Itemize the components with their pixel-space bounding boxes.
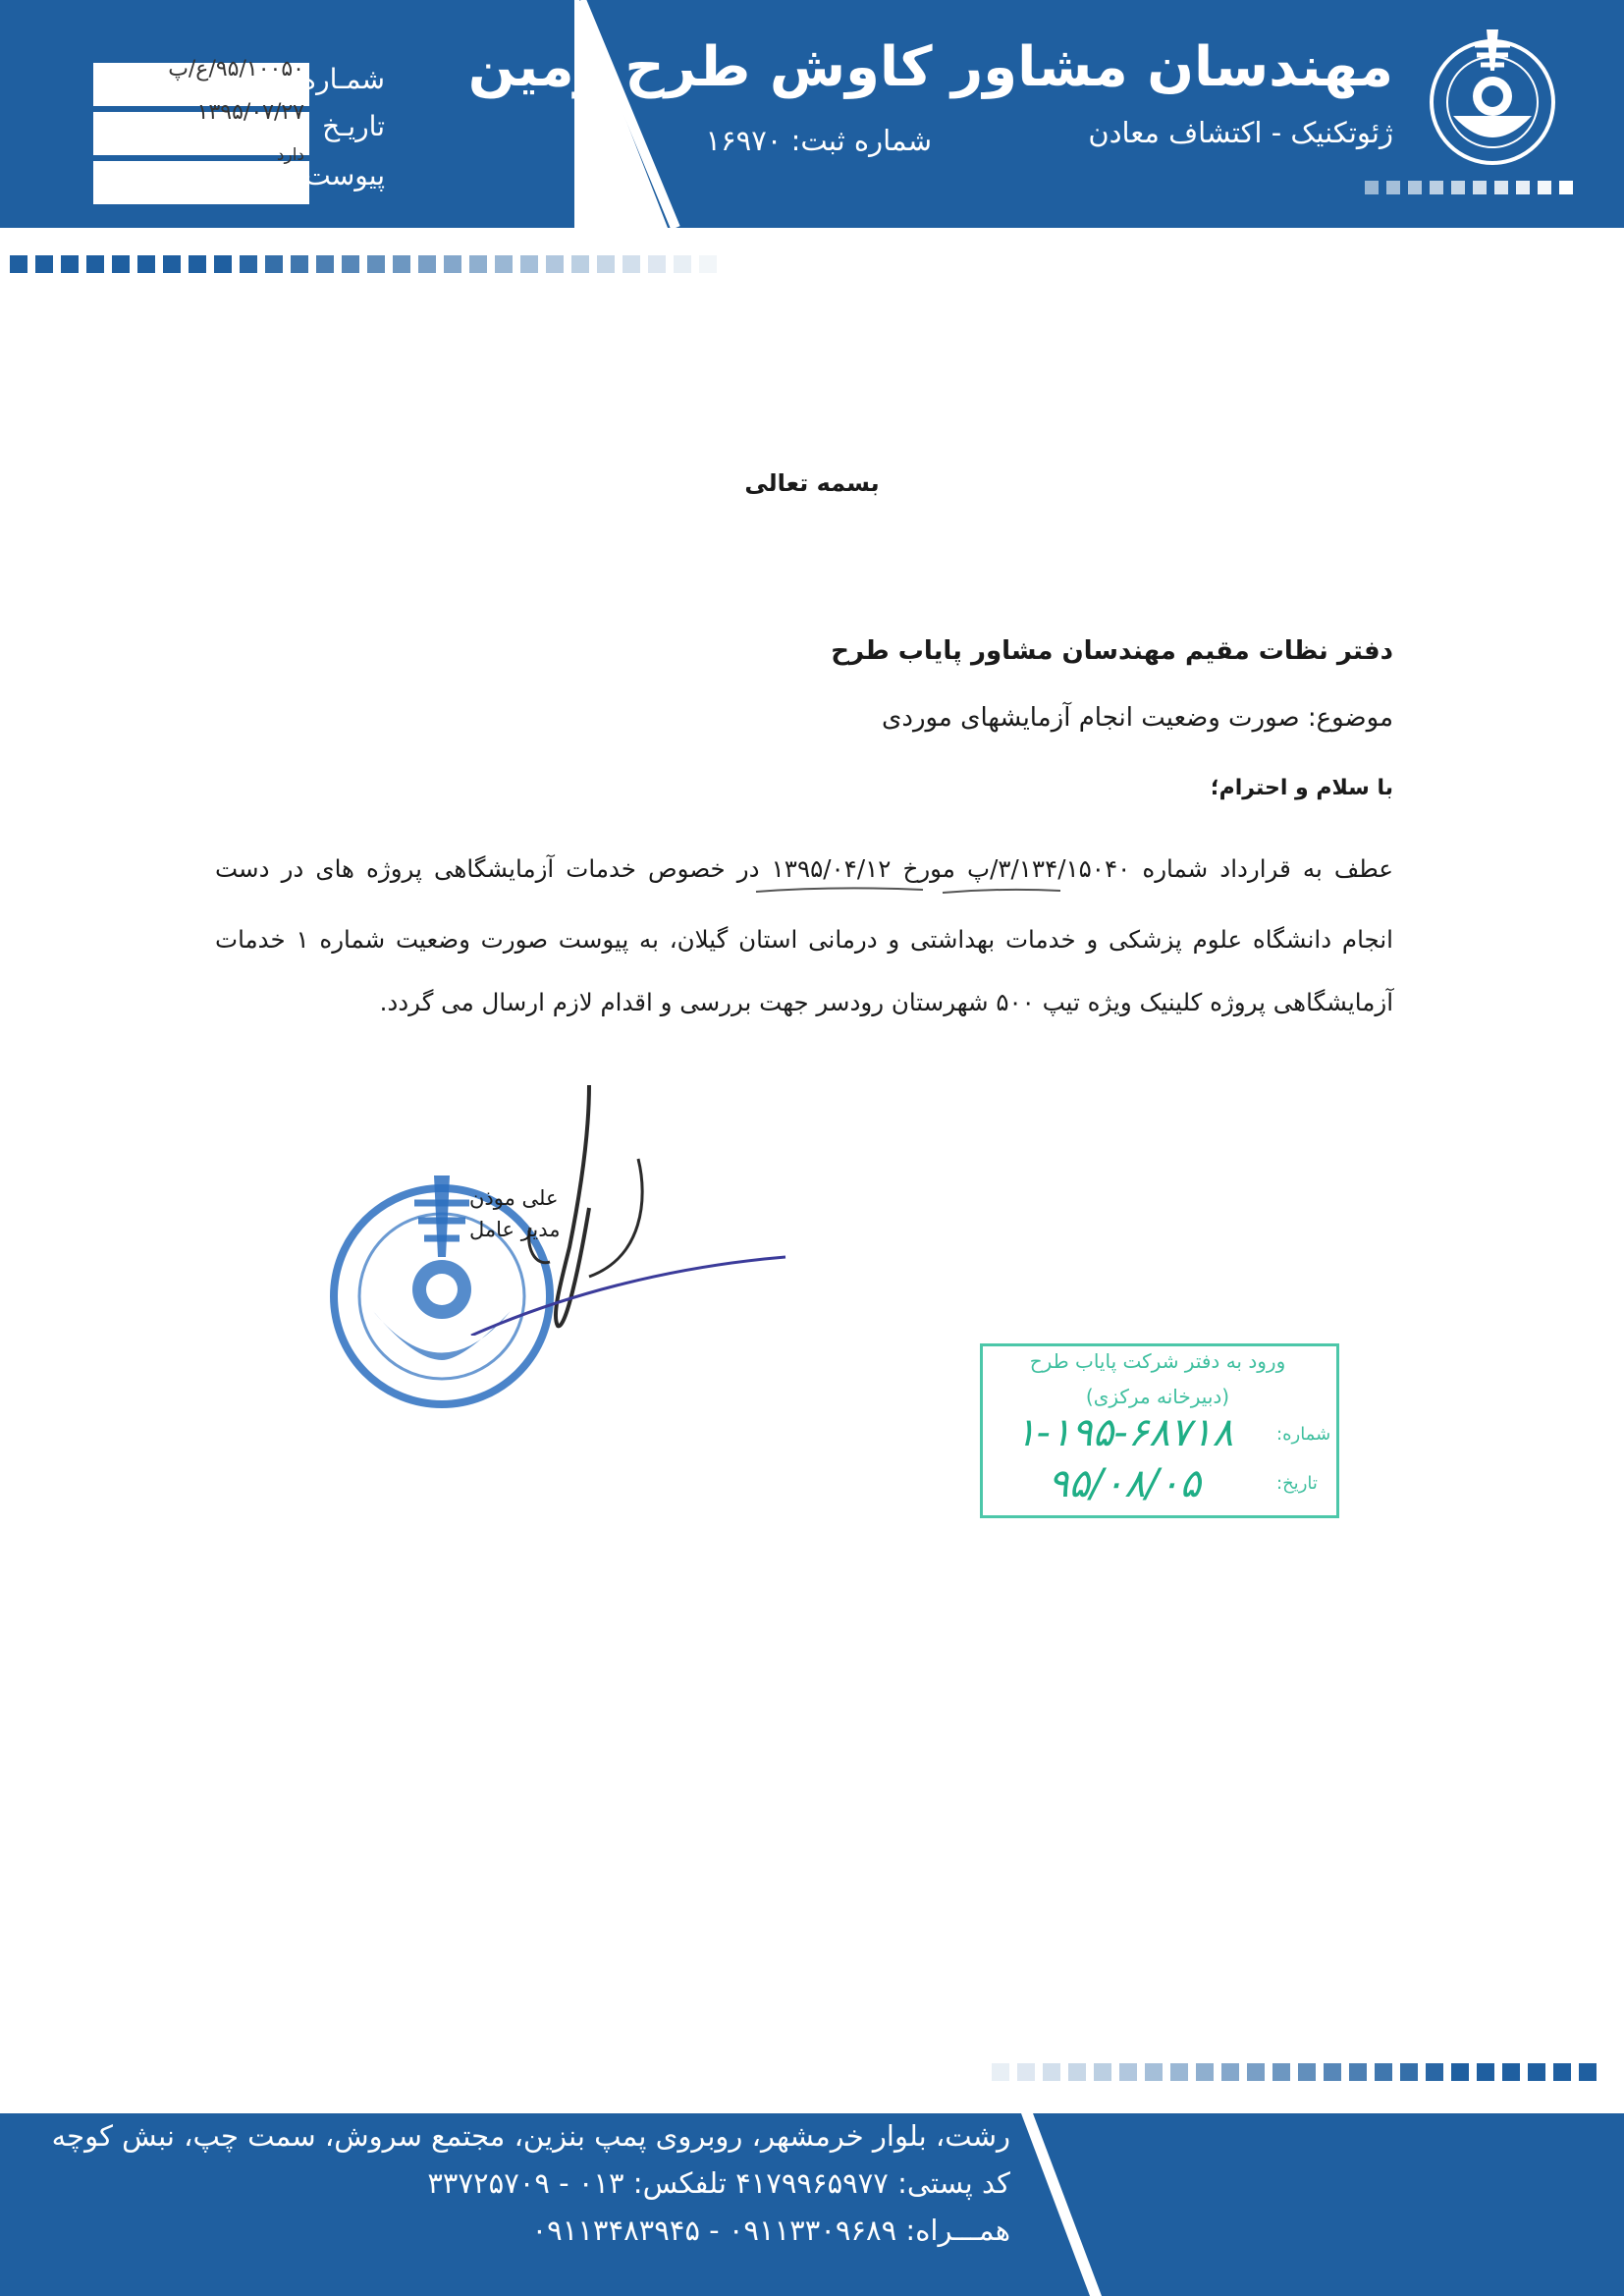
signatory-role: مدیر عامل bbox=[469, 1218, 561, 1241]
handwritten-underline bbox=[746, 884, 1070, 898]
receipt-stamp-date-value: ۹۵/۰۸/۰۵ bbox=[1048, 1461, 1201, 1506]
letter-attachment-value: دارد bbox=[276, 145, 304, 165]
receipt-stamp-date-label: تاریخ: bbox=[1276, 1473, 1318, 1494]
letter-attachment-label: پیوست bbox=[304, 159, 385, 191]
letter-attachment-box bbox=[93, 161, 309, 204]
letter-greeting: با سلام و احترام؛ bbox=[1210, 776, 1393, 800]
letter-addressee: دفتر نظات مقیم مهندسان مشاور پایاب طرح bbox=[831, 636, 1393, 666]
decorative-square-strip bbox=[982, 2060, 1624, 2084]
footer-address: رشت، بلوار خرمشهر، روبروی پمپ بنزین، مجتمع سروش، سمت چپ، نبش کوچه bbox=[51, 2119, 1010, 2153]
receipt-stamp-title: ورود به دفتر شرکت پایاب طرح bbox=[1029, 1349, 1286, 1373]
letter-body-line: آزمایشگاهی پروژه کلینیک ویژه تیپ ۵۰۰ شهرستان رودسر جهت بررسی و اقدام لازم ارسال می گردد. bbox=[379, 988, 1393, 1016]
company-services: ژئوتکنیک - اکتشاف معادن bbox=[1088, 116, 1393, 149]
letter-body-line: انجام دانشگاه علوم پزشکی و خدمات بهداشتی و درمانی استان گیلان، به پیوست صورت وضعیت شماره ۱ خدمات bbox=[215, 925, 1393, 954]
letter-body-line: عطف به قرارداد شماره ۳/۱۳۴/۱۵۰۴۰/پ مورخ ۱۳۹۵/۰۴/۱۲ در خصوص خدمات آزمایشگاهی پروژه های در دست bbox=[215, 854, 1393, 883]
decorative-square-strip bbox=[0, 251, 766, 275]
letter-date-label: تاریـخ bbox=[322, 110, 385, 142]
company-registration-number: شماره ثبت: ۱۶۹۷۰ bbox=[705, 124, 932, 157]
signatory-name: علی موذن bbox=[469, 1186, 559, 1210]
receipt-stamp-subtitle: (دبیرخانه مرکزی) bbox=[1085, 1385, 1230, 1408]
letter-title: بسمه تعالی bbox=[744, 469, 880, 497]
letter-subject: موضوع: صورت وضعیت انجام آزمایشهای موردی bbox=[882, 703, 1393, 733]
letter-date-value: ۱۳۹۵/۰۷/۲۷ bbox=[196, 100, 304, 125]
letter-number-value: ۹۵/۱۰۰۵۰/ع/پ bbox=[168, 57, 304, 82]
footer-mobile: همـــراه: ۰۹۱۱۳۳۰۹۶۸۹ - ۰۹۱۱۳۴۸۳۹۴۵ bbox=[531, 2214, 1010, 2247]
receipt-stamp-number-value: ۱-۱۹۵-۶۸۷۱۸ bbox=[1014, 1410, 1234, 1455]
letter-number-label: شمـاره bbox=[301, 63, 385, 95]
footer-postal-phone: کد پستی: ۴۱۷۹۹۶۵۹۷۷ تلفکس: ۰۱۳ - ۳۳۷۲۵۷۰۹ bbox=[427, 2166, 1010, 2200]
drilling-rig-logo-icon bbox=[1424, 22, 1561, 169]
receipt-stamp-number-label: شماره: bbox=[1276, 1424, 1331, 1445]
company-name: مهندسان مشاور کاوش طرح زمین bbox=[467, 35, 1393, 99]
